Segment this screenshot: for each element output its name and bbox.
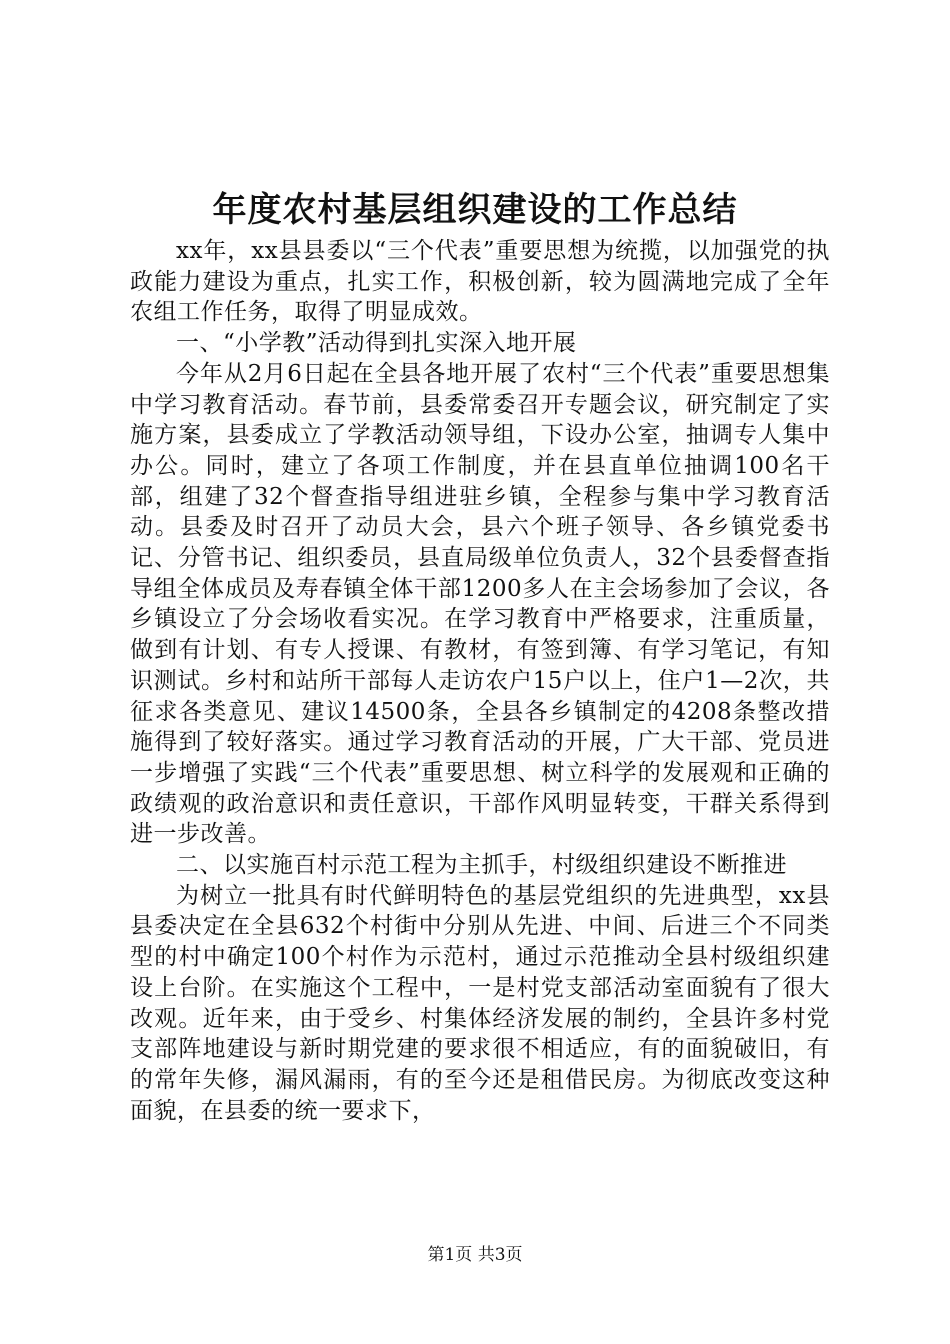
page-footer: 第1页 共3页 (427, 1245, 523, 1265)
section-2-paragraph: 为树立一批具有时代鲜明特色的基层党组织的先进典型，xx县县委决定在全县632个村街中分别从先进、中间、后进三个不同类型的村中确定100个村作为示范村，通过示范推动全县村级组织建设上台阶。在实施这个工程中，一是村党支部活动室面貌有了很大改观。近年来，由于受乡、村集体经济发展的制约，全县许多村党支部阵地建设与新时期党建的要求很不相适应，有的面貌破旧，有的常年失修，漏风漏雨，有的至今还是租借民房。为彻底改变这种面貌，在县委的统一要求下， (130, 882, 830, 1124)
intro-paragraph: xx年，xx县县委以“三个代表”重要思想为统揽，以加强党的执政能力建设为重点，扎实工作，积极创新，较为圆满地完成了全年农组工作任务，取得了明显成效。 (130, 238, 830, 326)
page-title: 年度农村基层组织建设的工作总结 (212, 190, 738, 230)
section-1-paragraph: 今年从2月6日起在全县各地开展了农村“三个代表”重要思想集中学习教育活动。春节前，县委常委召开专题会议，研究制定了实施方案，县委成立了学教活动领导组，下设办公室，抽调专人集中办公。同时，建立了各项工作制度，并在县直单位抽调100名干部，组建了32个督查指导组进驻乡镇，全程参与集中学习教育活动。县委及时召开了动员大会，县六个班子领导、各乡镇党委书记、分管书记、组织委员，县直局级单位负责人，32个县委督查指导组全体成员及寿春镇全体干部1200多人在主会场参加了会议，各乡镇设立了分会场收看实况。在学习教育中严格要求，注重质量，做到有计划、有专人授课、有教材，有签到簿、有学习笔记，有知识测试。乡村和站所干部每人走访农户15户以上，住户1—2次，共征求各类意见、建议14500条，全县各乡镇制定的4208条整改措施得到了较好落实。通过学习教育活动的开展，广大干部、党员进一步增强了实践“三个代表”重要思想、树立科学的发展观和正确的政绩观的政治意识和责任意识，干部作风明显转变，干群关系得到进一步改善。 (130, 360, 830, 848)
section-heading-1: 一、“小学教”活动得到扎实深入地开展 (176, 330, 577, 357)
document-body (130, 236, 830, 1126)
section-heading-2: 二、以实施百村示范工程为主抓手，村级组织建设不断推进 (176, 852, 787, 879)
